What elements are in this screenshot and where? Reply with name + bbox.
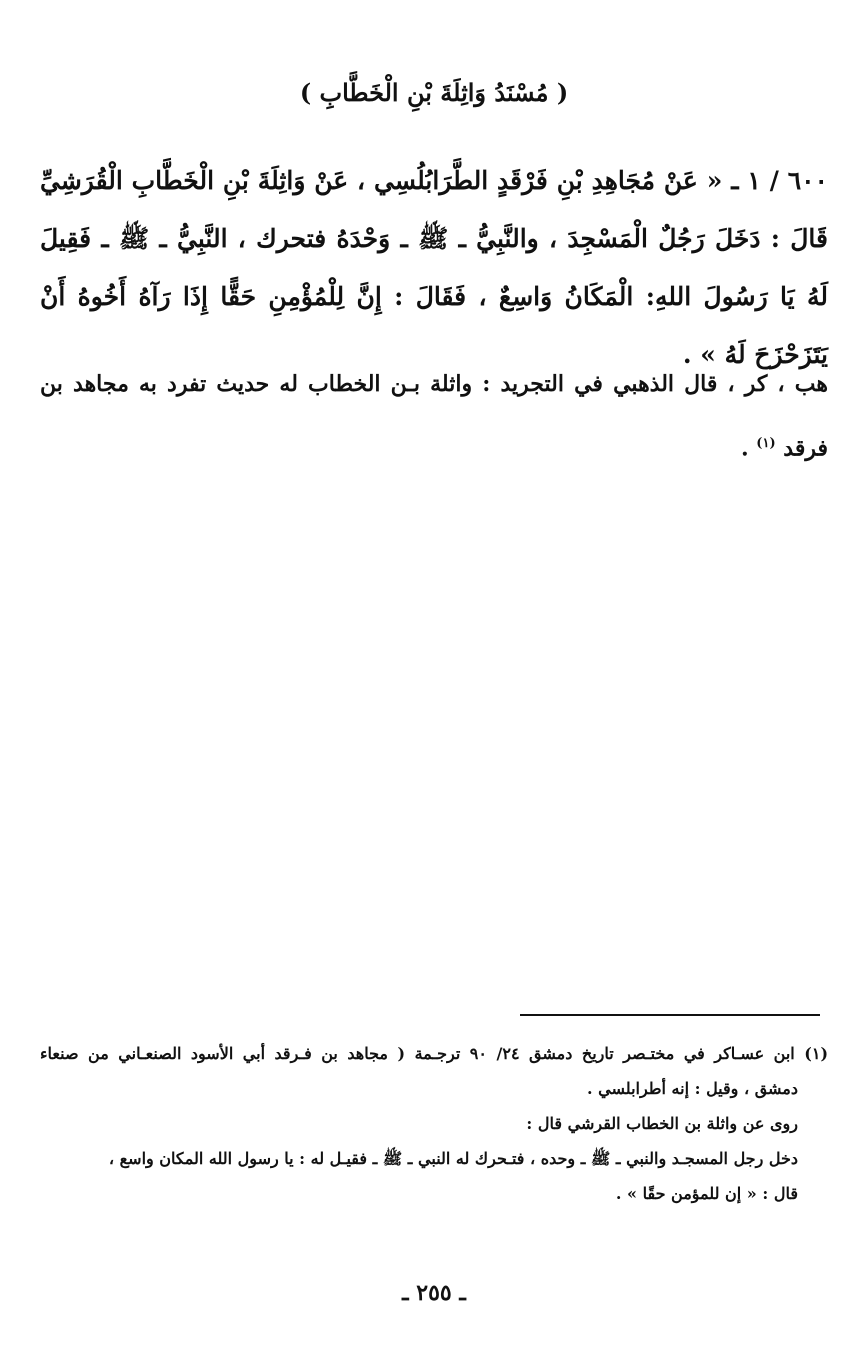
- footnote-line: دخل رجل المسجـد والنبي ـ ﷺ ـ وحده ، فتـحرك له النبي ـ ﷺ ـ فقيـل له : يا رسول الله المكان واسع ،: [108, 1149, 798, 1168]
- footnote-separator: [520, 1014, 820, 1016]
- hadith-text: ٦٠٠ / ١ ـ « عَنْ مُجَاهِدِ بْنِ فَرْقَدٍ الطَّرَابُلُسِي ، عَنْ وَاثِلَةَ بْنِ الْخَطَّابِ الْقُرَشِيِّ قَالَ : دَخَلَ رَجُلٌ الْمَسْجِدَ ، والنَّبِيُّ ـ ﷺ ـ وَحْدَهُ فتحرك ، النَّبِيُّ ـ ﷺ ـ فَقِيلَ لَهُ يَا رَسُولَ اللهِ: الْمَكَانُ وَاسِعٌ ، فَقَالَ : إِنَّ لِلْمُؤْمِنِ حَقًّا إِذَا رَآهُ أَخُوهُ أَنْ يَتَزَحْزَحَ لَهُ » .: [40, 166, 828, 369]
- footnote-reference[interactable]: (١): [756, 436, 776, 451]
- footnote-line: (١) ابن عسـاكر في مختـصر تاريخ دمشق ٢٤/ ٩٠ ترجـمة ( مجاهد بن فـرقد أبي الأسود الصنعـاني من صنعاء: [40, 1044, 829, 1063]
- footnote-line: روى عن واثلة بن الخطاب القرشي قال :: [526, 1114, 798, 1133]
- takhrij-note-text: هب ، كر ، قال الذهبي في التجريد : واثلة بـن الخطاب له حديث تفرد به مجاهد بن فرقد: [40, 371, 828, 462]
- section-title: ( مُسْنَدُ وَاثِلَةَ بْنِ الْخَطَّابِ ): [299, 78, 569, 107]
- footnote-line: دمشق ، وقيل : إنه أطرابلسي .: [587, 1079, 798, 1098]
- takhrij-note-end: .: [740, 435, 757, 462]
- footnote: [40, 1036, 828, 1211]
- page-number: ـ ٢٥٥ ـ: [402, 1280, 466, 1306]
- footnote-line: قال : « إن للمؤمن حقًا » .: [615, 1184, 798, 1203]
- takhrij-note: [40, 354, 828, 478]
